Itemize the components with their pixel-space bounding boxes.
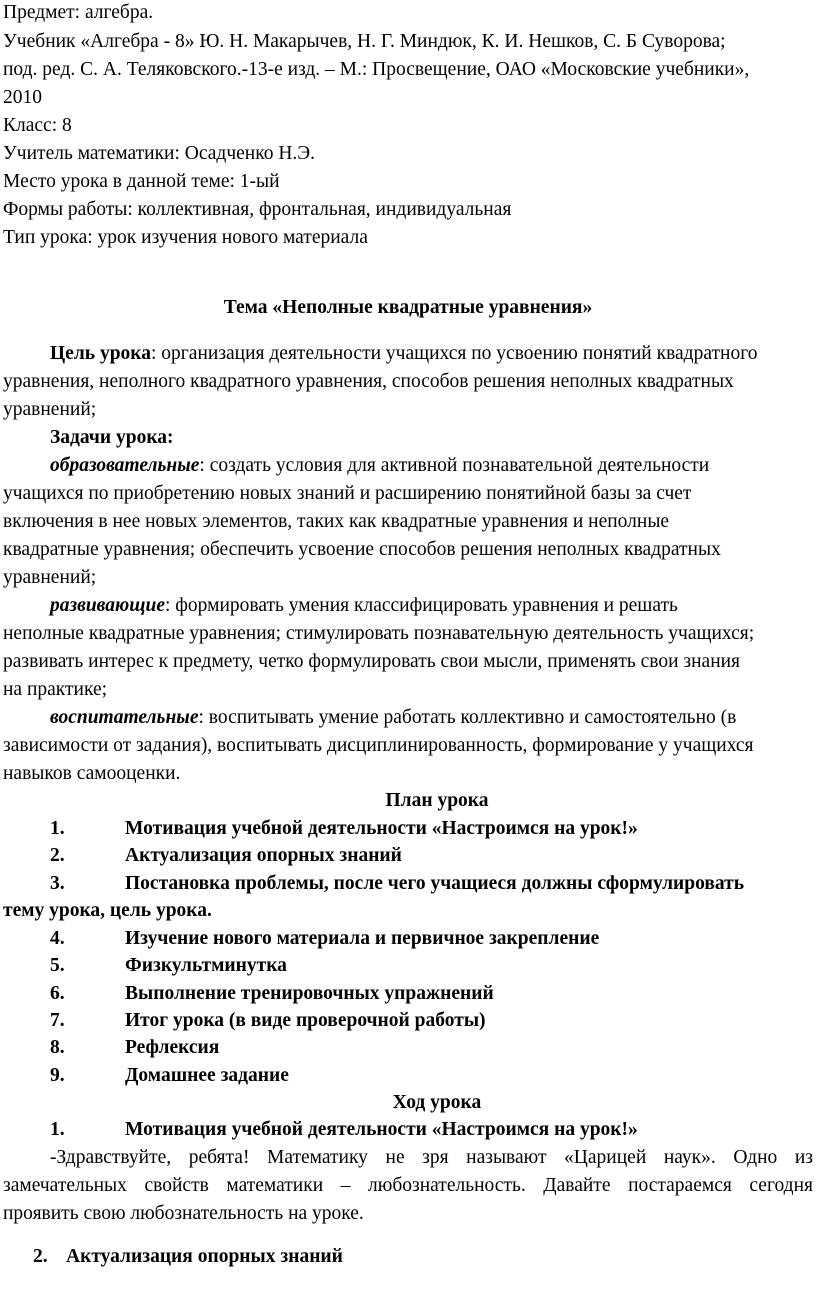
course-heading: Ход урока — [392, 1092, 482, 1113]
course-step-2-number: 2. — [33, 1246, 48, 1267]
upbringing-label: воспитательные — [50, 707, 199, 728]
plan-item-9: Домашнее задание — [125, 1065, 289, 1086]
lesson-type-line: Тип урока: урок изучения нового материала — [3, 227, 368, 248]
plan-item-8-number: 8. — [50, 1037, 65, 1058]
educational-line-5: уравнений; — [3, 567, 97, 588]
plan-item-1-number: 1. — [50, 818, 65, 839]
plan-item-7: Итог урока (в виде проверочной работы) — [125, 1010, 486, 1031]
upbringing-line-2: зависимости от задания), воспитывать дисциплинированность, формирование у учащихся — [3, 735, 754, 756]
plan-item-6-number: 6. — [50, 983, 65, 1004]
upbringing-text-1: : воспитывать умение работать коллективно и самостоятельно (в — [198, 707, 737, 728]
educational-text-1: : создать условия для активной познавательной деятельности — [199, 455, 710, 476]
work-forms-line: Формы работы: коллективная, фронтальная, индивидуальная — [3, 199, 512, 220]
plan-item-1: Мотивация учебной деятельности «Настроимся на урок!» — [125, 818, 638, 839]
upbringing-line-3: навыков самооценки. — [3, 763, 181, 784]
course-step-1-number: 1. — [50, 1119, 65, 1140]
goal-label: Цель урока — [50, 343, 151, 364]
developing-text-1: : формировать умения классифицировать уравнения и решать — [164, 595, 678, 616]
plan-item-5-number: 5. — [50, 955, 65, 976]
textbook-line-1: Учебник «Алгебра - 8» Ю. Н. Макарычев, Н. Г. Миндюк, К. И. Нешков, С. Б Суворова; — [3, 31, 726, 52]
grade-line: Класс: 8 — [3, 115, 72, 136]
developing-line-4: на практике; — [3, 679, 108, 700]
developing-label: развивающие — [50, 595, 165, 616]
goal-text-1: : организация деятельности учащихся по усвоению понятий квадратного — [151, 343, 758, 364]
plan-item-3-continued: тему урока, цель урока. — [3, 900, 212, 921]
subject-line: Предмет: алгебра. — [3, 2, 154, 23]
goal-line-2: уравнения, неполного квадратного уравнения, способов решения неполных квадратных — [3, 371, 734, 392]
goal-line-3: уравнений; — [3, 399, 97, 420]
plan-item-5: Физкультминутка — [125, 955, 287, 976]
plan-item-2-number: 2. — [50, 845, 65, 866]
textbook-line-3: 2010 — [3, 87, 42, 108]
greeting-line-1: -Здравствуйте, ребята! Математику не зря называют «Царицей наук». Одно из — [50, 1147, 813, 1168]
plan-item-2: Актуализация опорных знаний — [125, 845, 402, 866]
upbringing-line-1 — [50, 704, 736, 731]
plan-item-6: Выполнение тренировочных упражнений — [125, 983, 494, 1004]
tasks-heading: Задачи урока: — [50, 427, 174, 448]
developing-line-1 — [50, 592, 678, 619]
plan-heading: План урока — [385, 790, 489, 811]
educational-line-4: квадратные уравнения; обеспечить усвоение способов решения неполных квадратных — [3, 539, 721, 560]
topic-title: Тема «Неполные квадратные уравнения» — [223, 297, 593, 318]
goal-line-1 — [50, 340, 757, 367]
course-step-2: Актуализация опорных знаний — [66, 1246, 343, 1267]
plan-item-7-number: 7. — [50, 1010, 65, 1031]
educational-line-3: включения в нее новых элементов, таких как квадратные уравнения и неполные — [3, 511, 670, 532]
plan-item-3: Постановка проблемы, после чего учащиеся должны сформулировать — [125, 873, 745, 894]
teacher-line: Учитель математики: Осадченко Н.Э. — [3, 143, 316, 164]
educational-label: образовательные — [50, 455, 200, 476]
educational-line-2: учащихся по приобретению новых знаний и расширению понятийной базы за счет — [3, 483, 692, 504]
textbook-line-2: под. ред. С. А. Теляковского.-13-е изд. – М.: Просвещение, ОАО «Московские учебники», — [3, 59, 750, 80]
greeting-line-3: проявить свою любознательность на уроке. — [3, 1203, 364, 1224]
developing-line-2: неполные квадратные уравнения; стимулировать познавательную деятельность учащихся; — [3, 623, 755, 644]
developing-line-3: развивать интерес к предмету, четко формулировать свои мысли, применять свои знания — [3, 651, 741, 672]
plan-item-4: Изучение нового материала и первичное закрепление — [125, 928, 600, 949]
plan-item-8: Рефлексия — [125, 1037, 220, 1058]
plan-item-4-number: 4. — [50, 928, 65, 949]
course-step-1: Мотивация учебной деятельности «Настроимся на урок!» — [125, 1119, 638, 1140]
plan-item-3-number: 3. — [50, 873, 65, 894]
educational-line-1 — [50, 452, 709, 479]
plan-item-9-number: 9. — [50, 1065, 65, 1086]
lesson-place-line: Место урока в данной теме: 1-ый — [3, 171, 280, 192]
greeting-line-2: замечательных свойств математики – любознательность. Давайте постараемся сегодня — [3, 1175, 813, 1196]
